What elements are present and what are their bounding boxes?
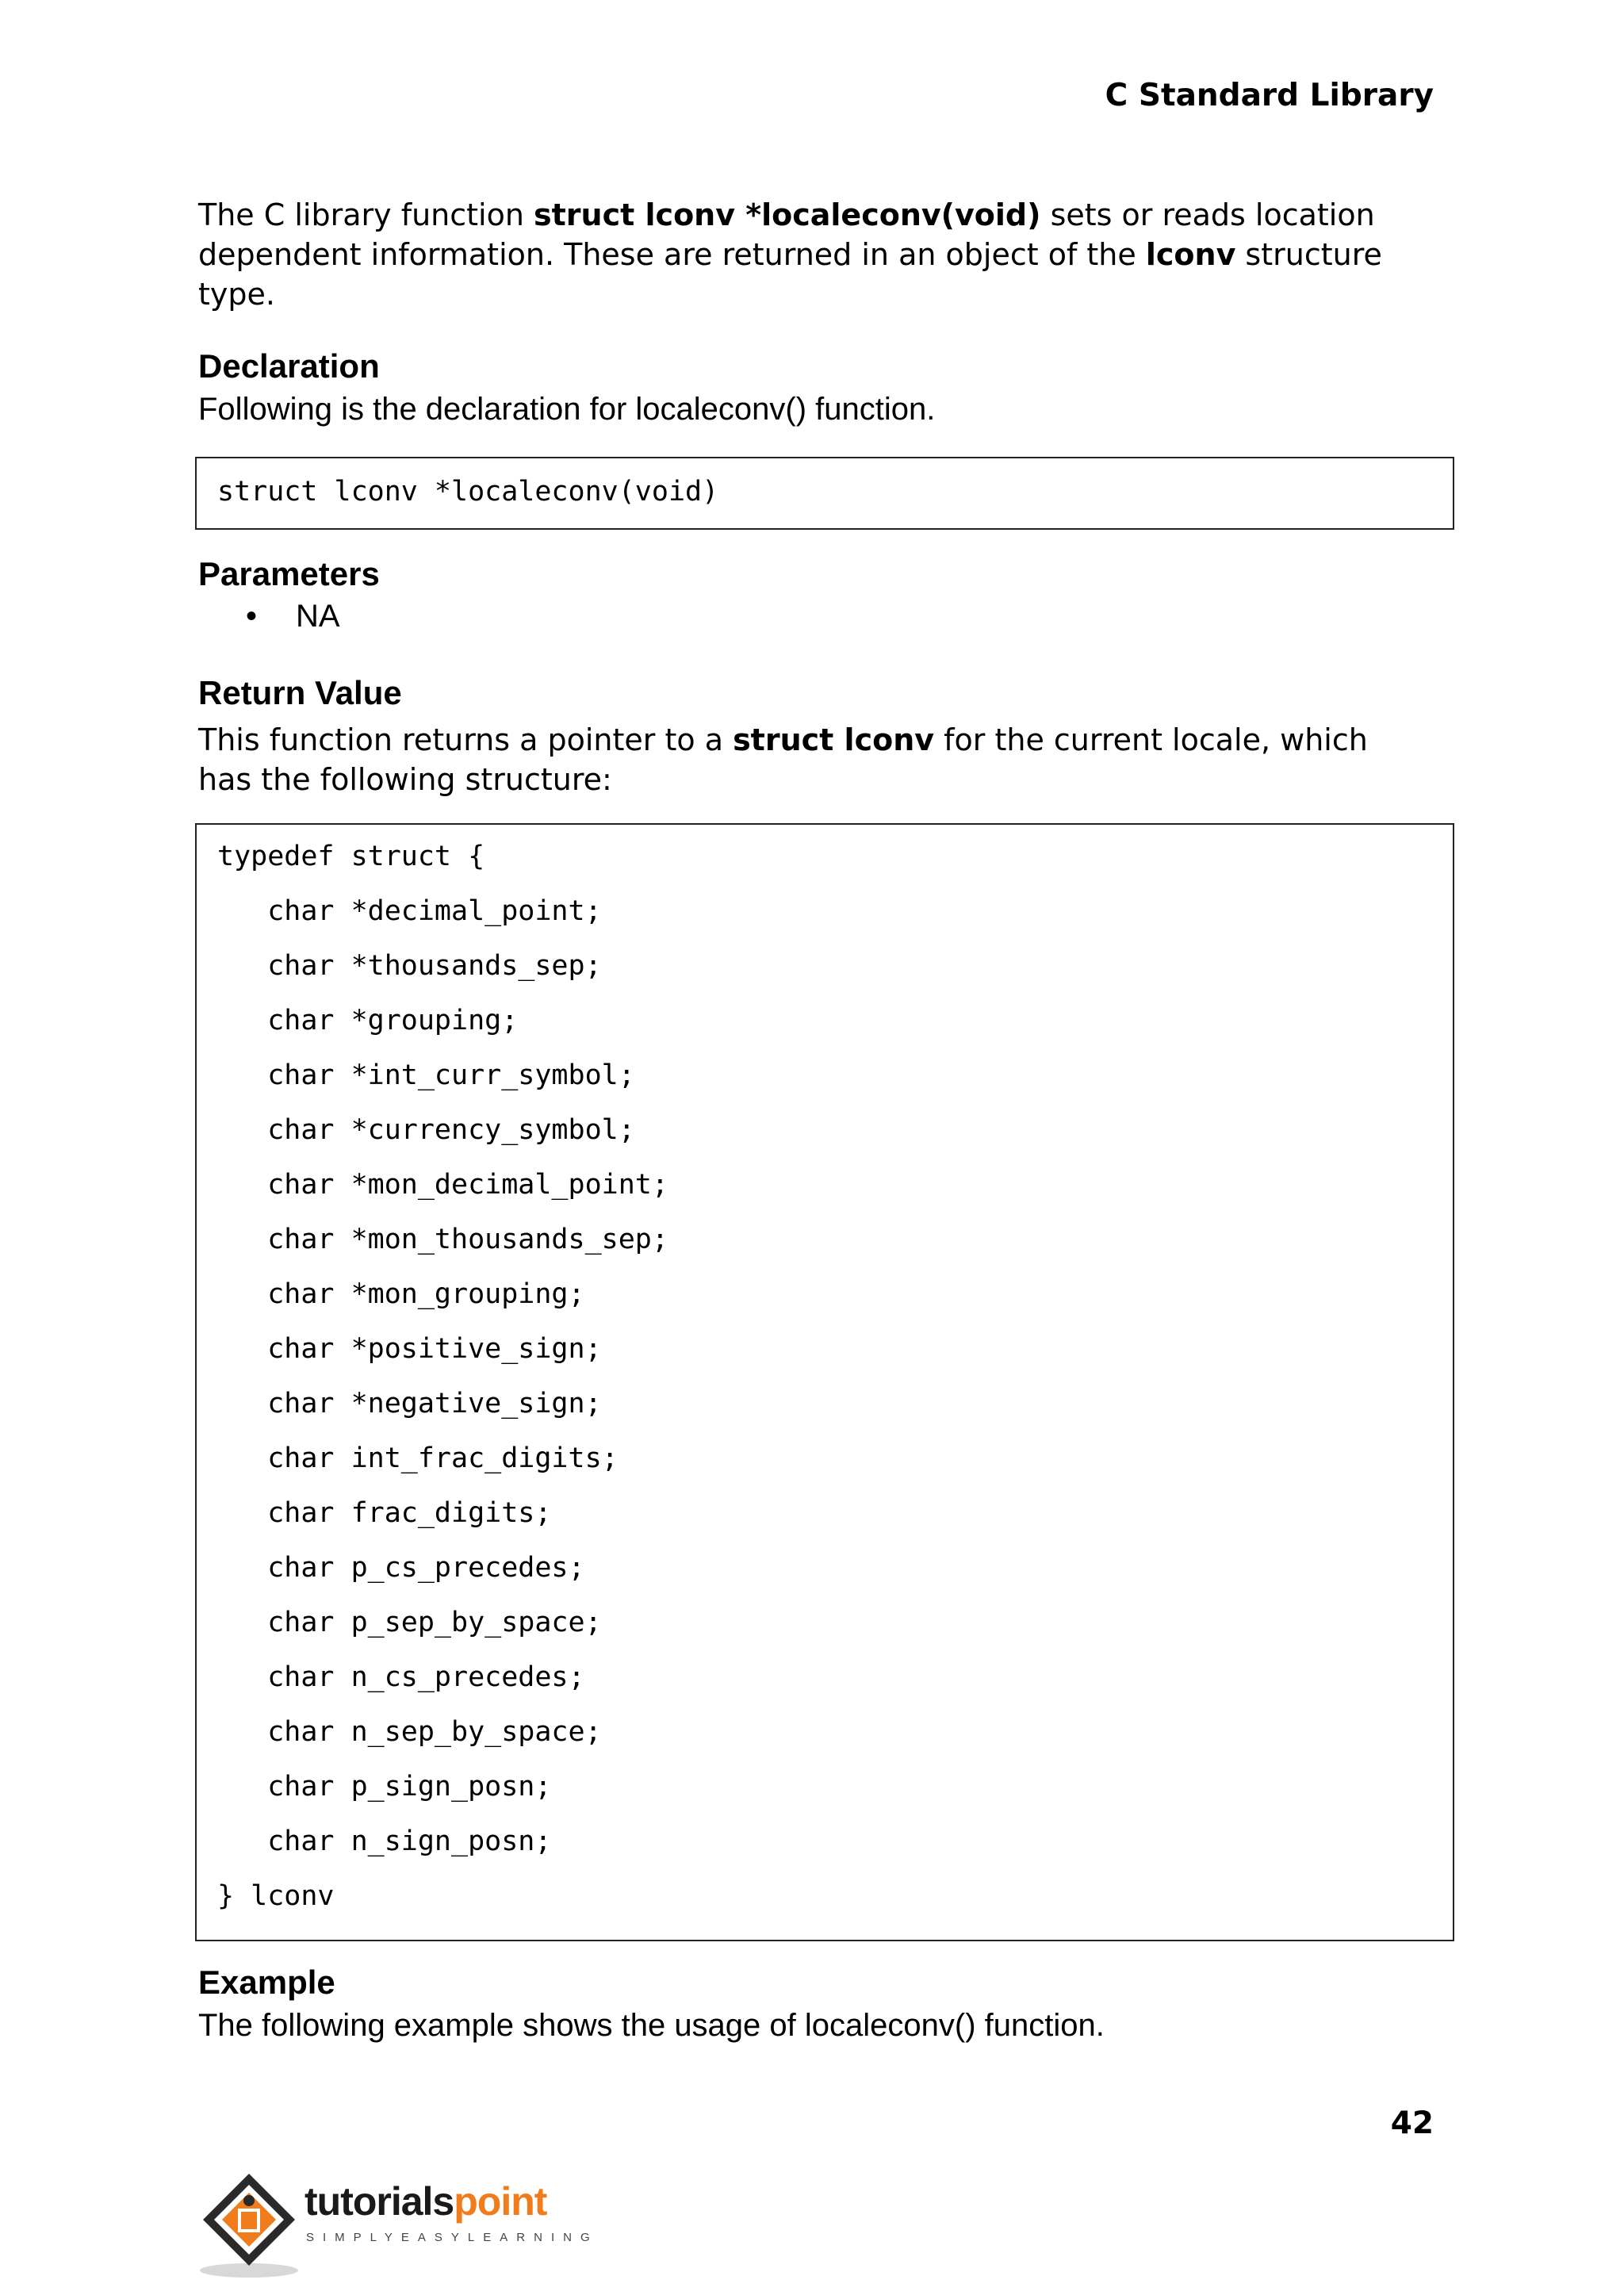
code-line: char frac_digits; [217,1497,552,1529]
declaration-text: Following is the declaration for localeconv() function. [198,392,936,427]
code-line: char n_sep_by_space; [217,1716,602,1748]
code-line: char p_sign_posn; [217,1771,552,1803]
intro-line-3: type. [198,277,275,312]
logo-diamond-icon [195,2169,306,2280]
declaration-code-box [195,457,1454,530]
parameters-heading: Parameters [198,555,380,592]
code-line: char int_frac_digits; [217,1443,619,1474]
code-line: char *mon_grouping; [217,1278,585,1310]
intro-line-1: The C library function struct lconv *localeconv(void) sets or reads location [198,197,1375,232]
logo-wordmark: tutorialspoint [304,2179,547,2224]
code-line: typedef struct { [217,841,485,872]
code-line: } lconv [217,1880,335,1912]
code-line: char *mon_decimal_point; [217,1169,668,1201]
return-value-heading: Return Value [198,674,402,711]
tutorialspoint-logo [195,2169,599,2280]
intro-line-2: dependent information. These are returned in an object of the lconv structure [198,237,1382,272]
code-line: char *negative_sign; [217,1388,602,1420]
code-line: char p_sep_by_space; [217,1607,602,1638]
code-line: char *int_curr_symbol; [217,1059,635,1091]
lconv-term: lconv [1145,237,1236,272]
code-line: char n_cs_precedes; [217,1661,585,1693]
running-header: C Standard Library [1105,78,1434,113]
page-number: 42 [1390,2105,1434,2141]
return-line-1: This function returns a pointer to a struct lconv for the current locale, which [198,722,1368,757]
declaration-code: struct lconv *localeconv(void) [217,476,719,508]
code-line: char *grouping; [217,1005,519,1036]
code-line: char *mon_thousands_sep; [217,1224,668,1255]
struct-lconv-term: struct lconv [733,722,935,757]
code-line: char *currency_symbol; [217,1114,635,1146]
code-line: char *positive_sign; [217,1333,602,1365]
example-heading: Example [198,1964,335,2001]
parameter-item: NA [296,599,340,634]
example-text: The following example shows the usage of localeconv() function. [198,2008,1105,2043]
code-line: char *decimal_point; [217,895,602,927]
bullet-icon: • [246,599,258,634]
code-line: char n_sign_posn; [217,1826,552,1857]
code-line: char *thousands_sep; [217,950,602,982]
declaration-heading: Declaration [198,347,380,385]
function-signature: struct lconv *localeconv(void) [534,197,1041,232]
struct-code-box [195,823,1454,1941]
code-line: char p_cs_precedes; [217,1552,585,1584]
return-line-2: has the following structure: [198,762,612,797]
logo-tagline: SIMPLYEASYLEARNING [306,2231,599,2244]
